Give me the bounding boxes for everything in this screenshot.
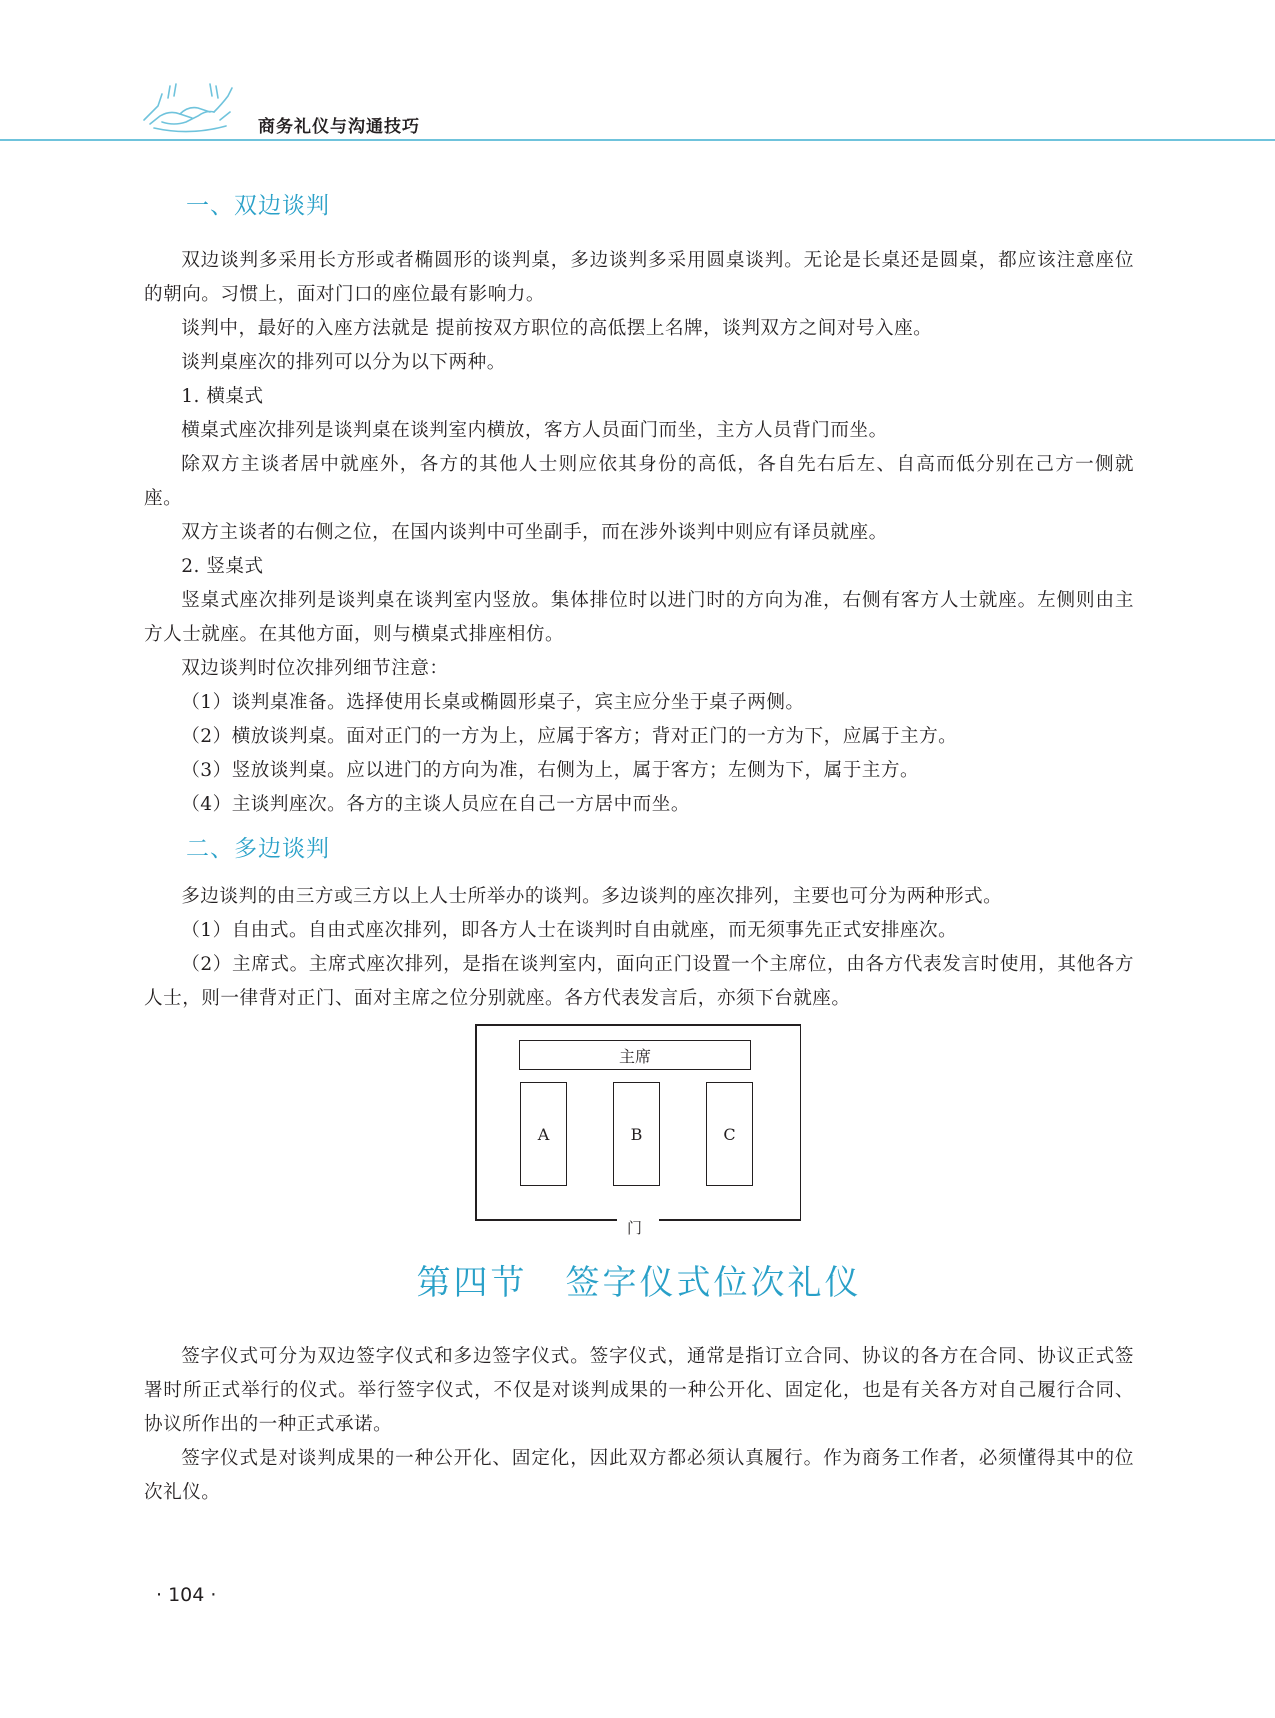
paragraph: 横桌式座次排列是谈判桌在谈判室内横放，客方人员面门而坐，主方人员背门而坐。 — [181, 420, 888, 441]
section-heading-bilateral: 一、双边谈判 — [186, 193, 330, 219]
door-label: 门 — [627, 1219, 643, 1237]
paragraph: 除双方主谈者居中就座外，各方的其他人士则应依其身份的高低，各自先右后左、自高而低分别在己方一侧就座。 — [144, 454, 1134, 509]
list-item: （4）主谈判座次。各方的主谈人员应在自己一方居中而坐。 — [181, 794, 690, 815]
diagram-wall-bottom-right — [659, 1219, 801, 1221]
diagram-wall-top — [475, 1024, 801, 1026]
seat-a: A — [520, 1082, 567, 1186]
paragraph: 谈判中，最好的入座方法就是 提前按双方职位的高低摆上名牌，谈判双方之间对号入座。 — [181, 318, 933, 339]
running-header — [0, 70, 1275, 142]
paragraph: 双边谈判多采用长方形或者椭圆形的谈判桌，多边谈判多采用圆桌谈判。无论是长桌还是圆桌，都应该注意座位的朝向。习惯上，面对门口的座位最有影响力。 — [144, 250, 1134, 305]
section-heading-multilateral: 二、多边谈判 — [186, 836, 330, 862]
list-item: （2）横放谈判桌。面对正门的一方为上，应属于客方；背对正门的一方为下，应属于主方。 — [181, 726, 958, 747]
list-heading: 2. 竖桌式 — [181, 556, 264, 577]
list-item: （2）主席式。主席式座次排列，是指在谈判室内，面向正门设置一个主席位，由各方代表发言时使用，其他各方人士，则一律背对正门、面对主席之位分别就座。各方代表发言后，亦须下台就座。 — [144, 954, 1134, 1009]
paragraph: 竖桌式座次排列是谈判桌在谈判室内竖放。集体排位时以进门时的方向为准，右侧有客方人士就座。左侧则由主方人士就座。在其他方面，则与横桌式排座相仿。 — [144, 590, 1134, 645]
section-name: 签字仪式位次礼仪 — [565, 1263, 862, 1303]
diagram-wall-left — [475, 1024, 477, 1220]
paragraph: 多边谈判的由三方或三方以上人士所举办的谈判。多边谈判的座次排列，主要也可分为两种形式。 — [181, 886, 1003, 907]
seat-c: C — [706, 1082, 753, 1186]
paragraph: 双方主谈者的右侧之位，在国内谈判中可坐副手，而在涉外谈判中则应有译员就座。 — [181, 522, 888, 543]
list-item: （3）竖放谈判桌。应以进门的方向为准，右侧为上，属于客方；左侧为下，属于主方。 — [181, 760, 920, 781]
list-item: （1）自由式。自由式座次排列，即各方人士在谈判时自由就座，而无须事先正式安排座次。 — [181, 920, 958, 941]
section-title — [144, 1258, 1134, 1318]
header-rule — [0, 139, 1275, 141]
list-heading: 1. 横桌式 — [181, 386, 264, 407]
paragraph: 谈判桌座次的排列可以分为以下两种。 — [181, 352, 506, 373]
page-number: · 104 · — [156, 1584, 217, 1606]
handshake-logo-icon — [140, 76, 240, 136]
paragraph: 双边谈判时位次排列细节注意： — [181, 658, 449, 679]
book-title: 商务礼仪与沟通技巧 — [258, 117, 420, 137]
paragraph: 签字仪式是对谈判成果的一种公开化、固定化，因此双方都必须认真履行。作为商务工作者，必须懂得其中的位次礼仪。 — [144, 1448, 1134, 1503]
section-number: 第四节 — [416, 1263, 528, 1303]
diagram-wall-bottom-left — [475, 1219, 617, 1221]
page-content — [144, 190, 1134, 1510]
paragraph: 签字仪式可分为双边签字仪式和多边签字仪式。签字仪式，通常是指订立合同、协议的各方在合同、协议正式签署时所正式举行的仪式。举行签字仪式，不仅是对谈判成果的一种公开化、固定化，也是有关各方对自己履行合同、协议所作出的一种正式承诺。 — [144, 1346, 1134, 1435]
seating-diagram — [475, 1024, 801, 1236]
list-item: （1）谈判桌准备。选择使用长桌或椭圆形桌子，宾主应分坐于桌子两侧。 — [181, 692, 805, 713]
chair-seat: 主席 — [519, 1040, 751, 1070]
diagram-wall-right — [800, 1024, 802, 1220]
seat-b: B — [613, 1082, 660, 1186]
